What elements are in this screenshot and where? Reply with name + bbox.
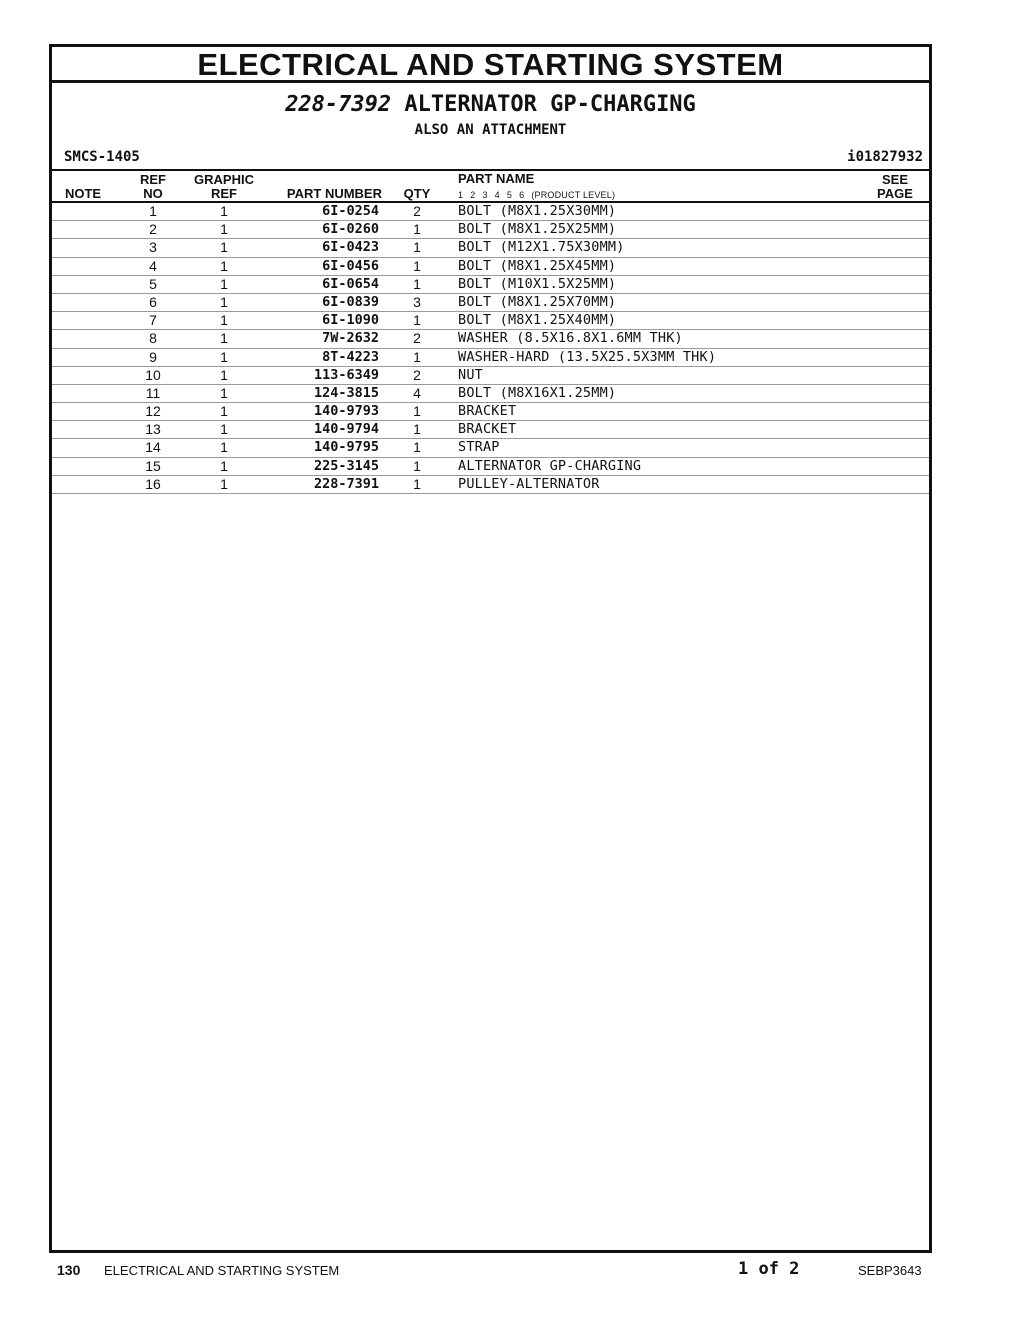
part-name: BOLT (M8X1.25X25MM) <box>458 221 617 238</box>
quantity: 1 <box>413 439 421 456</box>
part-name: NUT <box>458 366 483 383</box>
table-row <box>52 421 929 439</box>
col-header-see-2: PAGE <box>877 186 913 201</box>
quantity: 1 <box>413 221 421 238</box>
quantity: 3 <box>413 293 421 310</box>
part-name: BRACKET <box>458 403 517 420</box>
footer-section: ELECTRICAL AND STARTING SYSTEM <box>104 1263 340 1278</box>
graphic-ref: 1 <box>220 330 228 347</box>
graphic-ref: 1 <box>220 293 228 310</box>
graphic-ref: 1 <box>220 421 228 438</box>
part-name: BOLT (M8X1.25X30MM) <box>458 203 617 219</box>
part-name: BOLT (M8X1.25X40MM) <box>458 312 617 329</box>
table-row <box>52 476 929 494</box>
quantity: 4 <box>413 384 421 401</box>
table-row <box>52 439 929 457</box>
group-part-number: 228-7392 <box>285 92 392 117</box>
part-name: WASHER-HARD (13.5X25.5X3MM THK) <box>458 348 717 365</box>
ref-no: 12 <box>145 403 161 420</box>
graphic-ref: 1 <box>220 239 228 256</box>
table-row <box>52 330 929 348</box>
group-name: ALTERNATOR GP-CHARGING <box>404 92 696 117</box>
table-header <box>52 169 929 203</box>
graphic-ref: 1 <box>220 257 228 274</box>
table-row <box>52 239 929 257</box>
part-number: 6I-0654 <box>322 275 379 292</box>
graphic-ref: 1 <box>220 475 228 492</box>
footer-page-number: 130 <box>57 1262 81 1278</box>
table-row <box>52 221 929 239</box>
col-header-graphic-2: REF <box>211 186 237 201</box>
col-header-part-name: PART NAME <box>458 171 535 186</box>
col-header-note: NOTE <box>64 186 102 201</box>
ref-no: 3 <box>149 239 157 256</box>
ref-no: 13 <box>145 421 161 438</box>
part-number: 8T-4223 <box>322 348 379 365</box>
part-number: 225-3145 <box>313 457 379 474</box>
ref-no: 1 <box>149 203 157 219</box>
part-number: 140-9793 <box>313 403 379 420</box>
ref-no: 10 <box>145 366 161 383</box>
quantity: 1 <box>413 457 421 474</box>
part-number: 6I-0839 <box>322 293 379 310</box>
graphic-ref: 1 <box>220 221 228 238</box>
quantity: 1 <box>413 312 421 329</box>
ref-no: 7 <box>149 312 157 329</box>
table-row <box>52 312 929 330</box>
quantity: 1 <box>413 348 421 365</box>
graphic-ref: 1 <box>220 403 228 420</box>
quantity: 1 <box>413 475 421 492</box>
graphic-ref: 1 <box>220 203 228 219</box>
part-number: 6I-0254 <box>322 203 379 219</box>
part-name: BRACKET <box>458 421 517 438</box>
product-levels: 1 2 3 4 5 6 (PRODUCT LEVEL) <box>458 190 616 200</box>
col-header-graphic-1: GRAPHIC <box>194 172 254 187</box>
part-number: 113-6349 <box>313 366 379 383</box>
table-row <box>52 458 929 476</box>
ref-no: 9 <box>149 348 157 365</box>
group-title <box>52 91 929 119</box>
ref-no: 5 <box>149 275 157 292</box>
graphic-ref: 1 <box>220 457 228 474</box>
table-row <box>52 385 929 403</box>
ref-no: 8 <box>149 330 157 347</box>
ref-no: 15 <box>145 457 161 474</box>
ref-no: 6 <box>149 293 157 310</box>
quantity: 2 <box>413 366 421 383</box>
parts-table-body <box>52 203 929 494</box>
part-name: PULLEY-ALTERNATOR <box>458 475 600 492</box>
part-name: BOLT (M12X1.75X30MM) <box>458 239 625 256</box>
table-row <box>52 276 929 294</box>
quantity: 1 <box>413 239 421 256</box>
col-header-ref-2: NO <box>143 186 163 201</box>
part-number: 6I-1090 <box>322 312 379 329</box>
graphic-ref: 1 <box>220 275 228 292</box>
subtitle: ALSO AN ATTACHMENT <box>414 122 567 138</box>
ref-no: 14 <box>145 439 161 456</box>
part-number: 228-7391 <box>313 475 379 492</box>
illustration-id: i01827932 <box>847 149 923 165</box>
graphic-ref: 1 <box>220 348 228 365</box>
part-name: STRAP <box>458 439 500 456</box>
page-frame <box>49 44 932 1253</box>
table-row <box>52 349 929 367</box>
part-number: 140-9795 <box>313 439 379 456</box>
quantity: 1 <box>413 421 421 438</box>
quantity: 1 <box>413 275 421 292</box>
part-number: 6I-0260 <box>322 221 379 238</box>
table-row <box>52 203 929 221</box>
table-row <box>52 258 929 276</box>
footer-page-of: 1 of 2 <box>738 1259 800 1279</box>
system-title: ELECTRICAL AND STARTING SYSTEM <box>52 47 929 83</box>
part-name: BOLT (M8X1.25X70MM) <box>458 293 617 310</box>
part-number: 6I-0423 <box>322 239 379 256</box>
col-header-qty: QTY <box>403 186 431 201</box>
quantity: 2 <box>413 203 421 219</box>
page-footer <box>0 1258 1020 1284</box>
table-row <box>52 294 929 312</box>
part-number: 6I-0456 <box>322 257 379 274</box>
table-row <box>52 403 929 421</box>
col-header-see-1: SEE <box>881 172 908 187</box>
part-name: ALTERNATOR GP-CHARGING <box>458 457 642 474</box>
part-name: BOLT (M8X16X1.25MM) <box>458 384 617 401</box>
part-name: WASHER (8.5X16.8X1.6MM THK) <box>458 330 683 347</box>
quantity: 1 <box>413 257 421 274</box>
ref-no: 4 <box>149 257 157 274</box>
part-number: 124-3815 <box>313 384 379 401</box>
ref-no: 11 <box>145 384 161 401</box>
graphic-ref: 1 <box>220 384 228 401</box>
part-number: 7W-2632 <box>322 330 379 347</box>
smcs-code: SMCS-1405 <box>64 149 140 165</box>
table-row <box>52 367 929 385</box>
graphic-ref: 1 <box>220 312 228 329</box>
part-number: 140-9794 <box>313 421 379 438</box>
ref-no: 16 <box>145 475 161 492</box>
graphic-ref: 1 <box>220 439 228 456</box>
footer-doc-number: SEBP3643 <box>858 1263 922 1278</box>
quantity: 1 <box>413 403 421 420</box>
col-header-ref-1: REF <box>140 172 166 187</box>
graphic-ref: 1 <box>220 366 228 383</box>
part-name: BOLT (M8X1.25X45MM) <box>458 257 617 274</box>
quantity: 2 <box>413 330 421 347</box>
col-header-part-number: PART NUMBER <box>286 186 382 201</box>
part-name: BOLT (M10X1.5X25MM) <box>458 275 617 292</box>
ref-no: 2 <box>149 221 157 238</box>
